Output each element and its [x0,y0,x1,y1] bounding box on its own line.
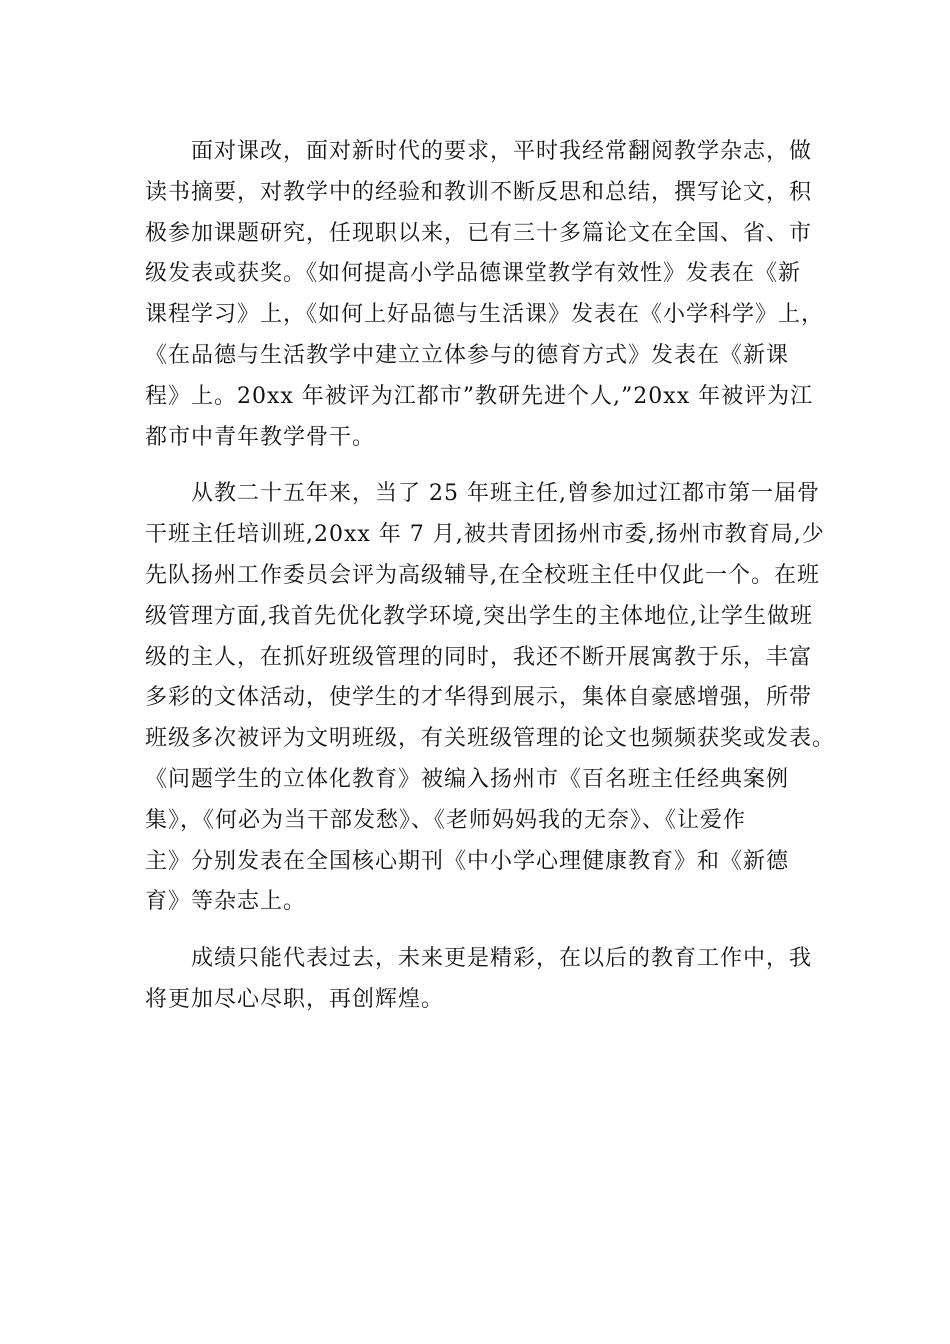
text-line: 多彩的文体活动，使学生的才华得到展示，集体自豪感增强，所带 [145,685,813,711]
text-line: 级的主人，在抓好班级管理的同时，我还不断开展寓教于乐，丰富 [145,644,813,670]
text-line: 级管理方面,我首先优化教学环境,突出学生的主体地位,让学生做班 [145,603,813,629]
text-line: 级发表或获奖。《如何提高小学品德课堂教学有效性》发表在《新 [145,261,802,287]
paragraph-3 [145,939,813,1021]
text-line: 主》分别发表在全国核心期刊《中小学心理健康教育》和《新德 [145,848,790,874]
text-line: 极参加课题研究，任现职以来，已有三十多篇论文在全国、省、市 [145,220,813,246]
text-line: 都市中青年教学骨干。 [145,424,376,450]
paragraph-2 [145,474,836,923]
text-line: 程》上。20xx 年被评为江都市”教研先进个人,”20xx 年被评为江 [145,383,814,409]
text-line: 读书摘要，对教学中的经验和教训不断反思和总结，撰写论文，积 [145,179,813,205]
text-line: 将更加尽心尽职，再创辉煌。 [145,986,445,1012]
text-line: 面对课改，面对新时代的要求，平时我经常翻阅教学杂志，做 [145,139,813,164]
text-line: 从教二十五年来，当了 25 年班主任,曾参加过江都市第一届骨 [145,481,820,507]
text-line: 集》，《何必为当干部发愁》、《老师妈妈我的无奈》、《让爱作 [145,807,747,833]
text-line: 成绩只能代表过去，未来更是精彩，在以后的教育工作中，我 [145,946,813,972]
text-line: 《在品德与生活教学中建立立体参与的德育方式》发表在《新课 [145,342,790,368]
text-line: 先队扬州工作委员会评为高级辅导,在全校班主任中仅此一个。在班 [145,562,820,588]
document-body [145,132,836,1021]
text-line: 干班主任培训班,20xx 年 7 月,被共青团扬州市委,扬州市教育局,少 [145,522,825,548]
paragraph-1 [145,132,825,458]
text-line: 育》等杂志上。 [145,889,307,915]
text-line: 课程学习》上，《如何上好品德与生活课》发表在《小学科学》上， [145,302,825,328]
text-line: 《问题学生的立体化教育》被编入扬州市《百名班主任经典案例 [145,766,790,792]
text-line: 班级多次被评为文明班级，有关班级管理的论文也频频获奖或发表。 [145,726,836,752]
